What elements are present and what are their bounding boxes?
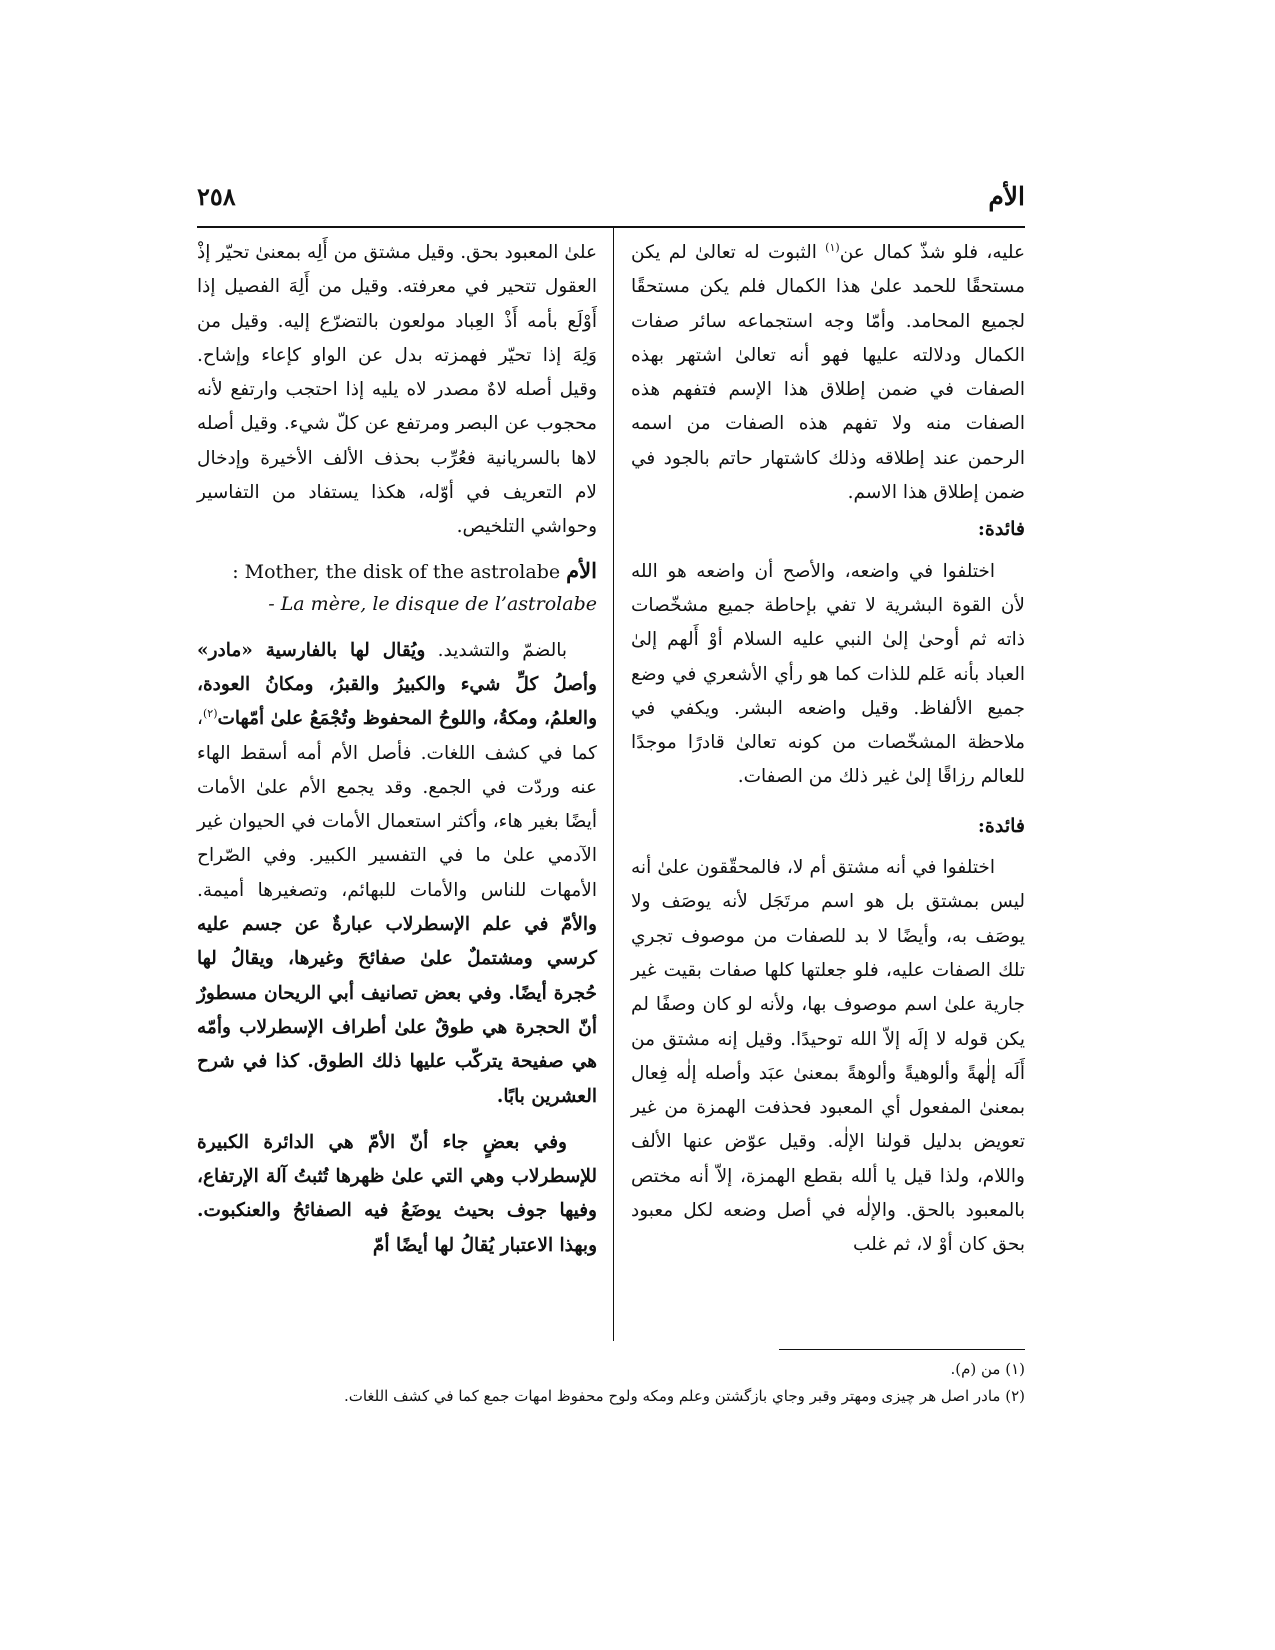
page-header: [197, 180, 1025, 224]
paragraph: علىٰ المعبود بحق. وقيل مشتق من أَلِه بمعنىٰ تحيّر إذْ العقول تتحير في معرفته. وقيل من أَلِهَ الفصيل إذا أَوْلَع بأمه أَذْ العِباد مولعون بالتضرّع إليه. وقيل من وَلِهَ إذا تحيّر فهمزته بدل عن الواو كإعاء وإشاح. وقيل أصله لاهٌ مصدر لاه يليه إذا احتجب وارتفع لأنه محجوب عن البصر ومرتفع عن كلّ شيء. وقيل أصله لاها بالسريانية فعُرِّب بحذف الألف الأخيرة وإدخال لام التعريف في أوّله، هكذا يستفاد من التفاسير وحواشي التلخيص.: [197, 242, 597, 538]
page-number: ٢٥٨: [197, 182, 236, 211]
footnote-ref-1[interactable]: (١): [825, 240, 840, 254]
column-divider: [613, 228, 614, 1341]
entry-english: : Mother, the disk of the astrolabe: [232, 560, 561, 583]
footnote-rule: [779, 1349, 1025, 1350]
dictionary-entry-heading: [197, 555, 597, 620]
footnote-ref-2[interactable]: (٢): [202, 707, 218, 721]
left-column: [197, 236, 597, 1263]
header-rule: [197, 226, 1025, 228]
section-heading: فائدة:: [977, 814, 1025, 837]
paragraph: اختلفوا في واضعه، والأصح أن واضعه هو الله لأن القوة البشرية لا تفي بإحاطة جميع مشخّصات ذاته ثم أوحىٰ إلىٰ النبي عليه السلام أوْ أَلهم إلىٰ العباد بأنه عَلم للذات كما هو رأي الأشعري في وضع جميع الألفاظ. وقيل واضعه البشر. ويكفي في ملاحظة المشخّصات من كونه تعالىٰ قادرًا موجدًا للعالم رزاقًا إلىٰ غير ذلك من الصفات.: [631, 560, 1025, 788]
running-title: الأم: [988, 182, 1025, 211]
entry-term: الأم: [566, 557, 597, 583]
footnote-1: (١) من (م).: [950, 1360, 1025, 1378]
right-column: [631, 236, 1025, 1263]
footnotes: [197, 1356, 1025, 1410]
entry-french: - La mère, le disque de l’astrolabe: [268, 592, 597, 615]
paragraph: بالضمّ والتشديد. ويُقال لها بالفارسية «مادر» وأصلُ كلِّ شيء والكبيرُ والقبرُ، ومكانُ العودة، والعلمُ، ومكةُ، واللوحُ المحفوظ وتُجْمَعُ علىٰ أمّهات$^{(٢)}$، كما في كشف اللغات. فأصل الأم أمه أسقط الهاء عنه وردّت في الجمع. وقد يجمع الأم علىٰ الأمات أيضًا بغير هاء، وأكثر استعمال الأمات في الحيوان غير الآدمي علىٰ ما في التفسير الكبير. وفي الصّراح الأمهات للناس والأمات للبهائم، وتصغيرها أميمة. والأمّ في علم الإسطرلاب عبارةٌ عن جسم عليه كرسي ومشتملٌ علىٰ صفائحَ وغيرها، ويقالُ لها حُجرة أيضًا. وفي بعض تصانيف أبي الريحان مسطورٌ أنّ الحجرة هي طوقٌ علىٰ أطراف الإسطرلاب وأمّه هي صفيحة يتركّب عليها ذلك الطوق. كذا في شرح العشرين بابًا.: [197, 639, 597, 1107]
paragraph: عليه، فلو شذّ كمال عن$^{(١)}$ الثبوت له تعالىٰ لم يكن مستحقًا للحمد علىٰ هذا الكمال فلم يكن مستحقًا لجميع المحامد. وأمّا وجه استجماعه سائر صفات الكمال ودلالته عليها فهو أنه تعالىٰ اشتهر بهذه الصفات في ضمن إطلاق هذا الإسم فتفهم هذه الصفات منه ولا تفهم هذه الصفات من اسمه الرحمن عند إطلاقه وذلك كاشتهار حاتم بالجود في ضمن إطلاق هذا الاسم.: [631, 240, 1025, 504]
section-heading: فائدة:: [977, 518, 1025, 541]
paragraph: وفي بعضٍ جاء أنّ الأمّ هي الدائرة الكبيرة للإسطرلاب وهي التي علىٰ ظهرها تُثبتُ آلة الإرتفاع، وفيها جوف بحيث يوضَعُ فيه الصفائحُ والعنكبوت. وبهذا الاعتبار يُقالُ لها أيضًا أمّ: [197, 1131, 597, 1256]
paragraph: اختلفوا في أنه مشتق أم لا، فالمحقّقون علىٰ أنه ليس بمشتق بل هو اسم مرتَجَل لأنه يوصَف ولا يوصَف به، وأيضًا لا بد للصفات من موصوف تجري تلك الصفات عليه، فلو جعلتها كلها صفات بقيت غير جارية علىٰ اسم موصوف بها، ولأنه لو كان وصفًا لم يكن قوله لا إلَه إلاّ الله توحيدًا. وقيل إنه مشتق من أَلَه إلٰهةً وألوهيةً وألوهةً بمعنىٰ عبَد وأصله إلٰه فِعال بمعنىٰ المفعول أي المعبود فحذفت الهمزة من غير تعويض بدليل قولنا الإلٰه. وقيل عوّض عنها الألف واللام، ولذا قيل يا ألله بقطع الهمزة، إلاّ أنه مختص بالمعبود بالحق. والإلٰه في أصل وضعه لكل معبود بحق كان أوْ لا، ثم غلب: [631, 857, 1025, 1256]
footnote-2: (٢) مادر اصل هر چيزى ومهتر وقبر وجاي بازگشتن وعلم ومكه ولوح محفوظ امهات جمع كما في كشف اللغات.: [343, 1387, 1025, 1405]
